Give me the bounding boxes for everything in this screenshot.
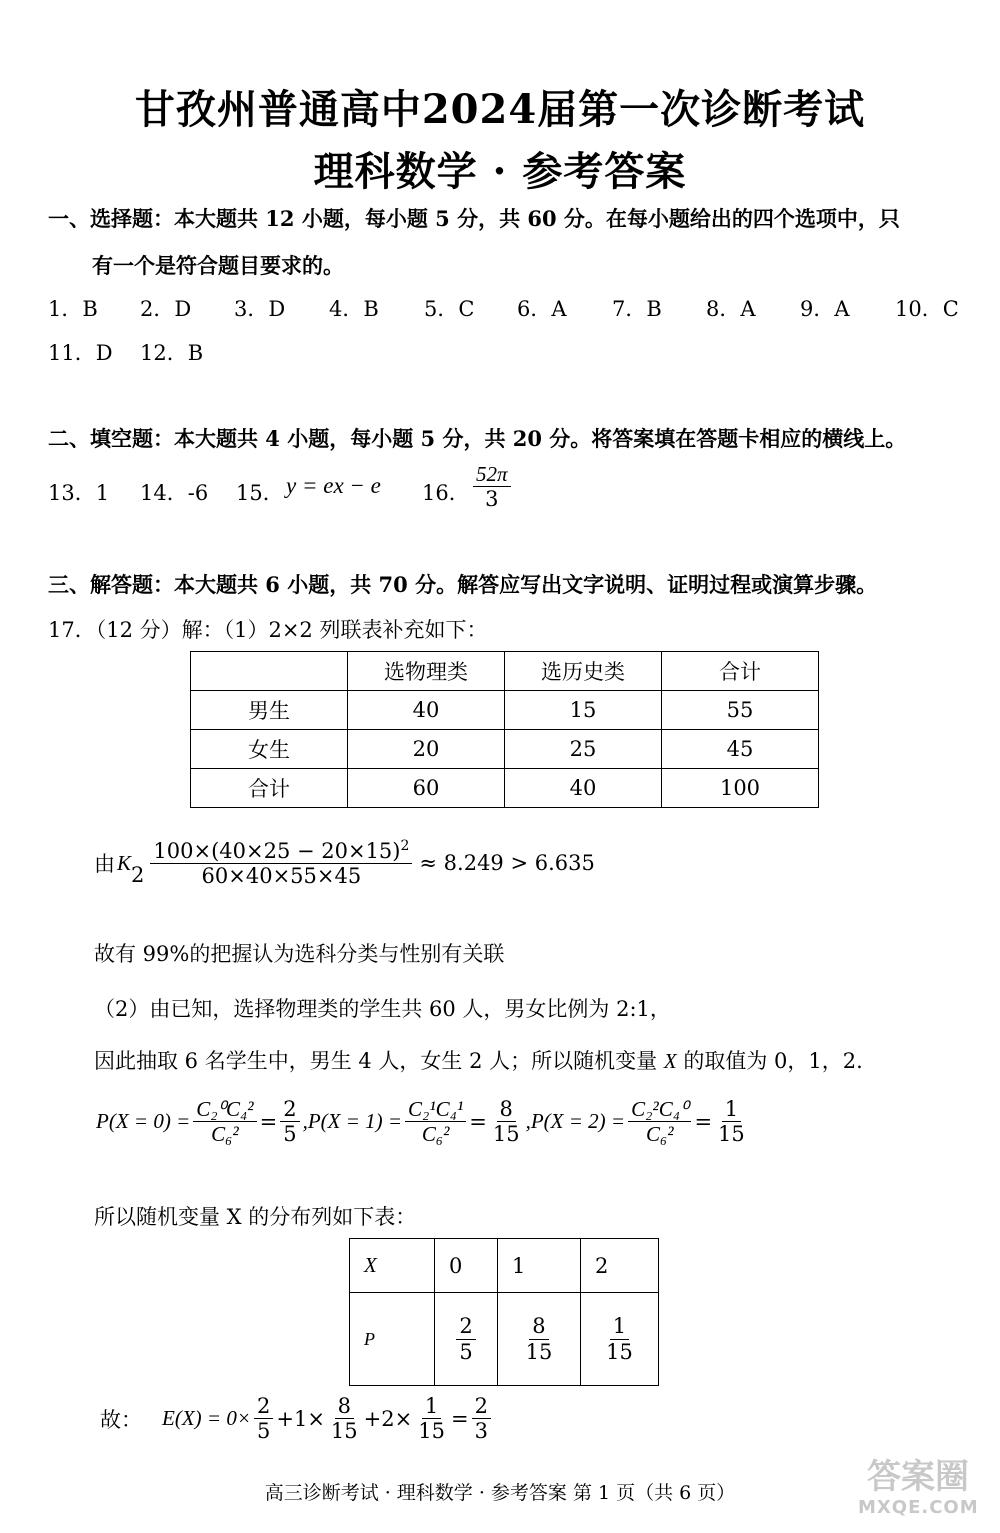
answer-15-expr: y = ex − e	[286, 473, 381, 498]
dist-p0-den: 5	[459, 1339, 473, 1364]
dist-p1-num: 8	[529, 1314, 548, 1339]
answer-8: 8．A	[706, 297, 756, 321]
page-footer: 高三诊断考试 · 理科数学 · 参考答案 第 1 页（共 6 页）	[264, 1482, 736, 1504]
table-cell: 20	[348, 730, 505, 769]
prob-1-value-den: 15	[492, 1122, 520, 1147]
prob-1-num: C₂¹C₄¹	[405, 1097, 466, 1122]
table-row	[191, 769, 819, 808]
part2-line2b: 的取值为 0，1，2.	[683, 1049, 863, 1073]
table-cell: 15	[505, 691, 662, 730]
prob-2-value-den: 15	[718, 1122, 745, 1147]
k2-subscript: 2	[131, 863, 145, 888]
answer-5: 5．C	[424, 297, 475, 321]
prob-1-value-num: 8	[497, 1097, 516, 1122]
probability-formulas	[96, 1097, 751, 1146]
table-row	[350, 1293, 659, 1386]
answer-4: 4．B	[329, 297, 379, 321]
distribution-table	[349, 1238, 659, 1386]
dist-p2-num: 1	[610, 1314, 629, 1339]
page-subtitle: 理科数学 · 参考答案	[313, 148, 687, 195]
part2-variable: X	[663, 1049, 677, 1073]
prob-0-value-num: 2	[280, 1097, 299, 1122]
answer-10: 10．C	[895, 297, 959, 321]
prob-0-eq: =	[259, 1109, 278, 1134]
answer-2: 2．D	[140, 297, 192, 321]
dist-p-label: P	[350, 1293, 435, 1386]
expectation-prefix: 故：	[100, 1407, 142, 1432]
answer-13: 13．1	[48, 481, 110, 505]
watermark-line2: MXQE.COM	[858, 1497, 979, 1518]
table-cell: 女生	[191, 730, 348, 769]
k2-denominator: 60×40×55×45	[201, 864, 362, 889]
table-cell: 60	[348, 769, 505, 808]
table-cell: 合计	[191, 769, 348, 808]
part2-line2a: 因此抽取 6 名学生中，男生 4 人，女生 2 人；所以随机变量	[94, 1049, 658, 1073]
prob-0-num: C₂⁰C₄²	[193, 1097, 256, 1122]
table-row	[191, 652, 819, 691]
prob-0-lhs: P(X = 0) =	[96, 1109, 191, 1134]
prob-2-lhs: ,P(X = 2) =	[525, 1109, 626, 1134]
table-row	[350, 1239, 659, 1293]
table-header-cell: 选物理类	[348, 652, 505, 691]
ex-t2-num: 8	[335, 1394, 354, 1419]
expectation-formula	[100, 1394, 494, 1443]
ex-mid1: +1×	[276, 1406, 325, 1431]
k2-numerator-base: 100×(40×25 − 20×15)	[153, 839, 401, 863]
expectation-lhs: E(X) = 0×	[162, 1406, 251, 1431]
k2-prefix: 由	[94, 852, 115, 877]
prob-0-den: C₆²	[211, 1122, 239, 1147]
prob-2-eq: =	[694, 1109, 713, 1134]
table-cell: 55	[662, 691, 819, 730]
prob-0-value-den: 5	[283, 1122, 297, 1147]
answer-16-denominator: 3	[485, 487, 499, 512]
table-header-cell: 选历史类	[505, 652, 662, 691]
dist-p2-den: 15	[606, 1339, 633, 1364]
distribution-intro: 所以随机变量 X 的分布列如下表：	[94, 1205, 417, 1229]
ex-res-den: 3	[474, 1419, 488, 1444]
section2-heading: 二、填空题：本大题共 4 小题，每小题 5 分，共 20 分。将答案填在答题卡相应的横线上。	[48, 426, 907, 451]
ex-t1-den: 5	[256, 1419, 271, 1444]
prob-2-den: C₆²	[645, 1122, 674, 1147]
k2-symbol: K	[117, 850, 132, 875]
dist-p0-num: 2	[456, 1314, 475, 1339]
answer-7: 7．B	[612, 297, 662, 321]
dist-p-value	[581, 1293, 659, 1386]
page-title: 甘孜州普通高中2024届第一次诊断考试	[134, 86, 866, 133]
table-cell: 100	[662, 769, 819, 808]
answer-9: 9．A	[800, 297, 850, 321]
prob-1-eq: =	[469, 1109, 487, 1134]
prob-1-den: C₆²	[421, 1122, 450, 1147]
watermark-line1: 答案圈	[867, 1457, 969, 1497]
dist-p-value	[435, 1293, 498, 1386]
answer-1: 1．B	[48, 297, 98, 321]
dist-x-label: X	[350, 1239, 435, 1293]
k2-formula	[94, 838, 595, 888]
table-row	[191, 730, 819, 769]
section1-heading-cont: 有一个是符合题目要求的。	[92, 253, 344, 278]
dist-x-value: 1	[498, 1239, 581, 1293]
table-cell: 40	[348, 691, 505, 730]
ex-t3-num: 1	[422, 1394, 441, 1419]
table-cell	[191, 652, 348, 691]
answer-16-label: 16．	[422, 481, 470, 505]
answer-14: 14．-6	[140, 481, 209, 505]
table-cell: 45	[662, 730, 819, 769]
answer-6: 6．A	[517, 297, 567, 321]
dist-p-value	[498, 1293, 581, 1386]
ex-t3-den: 15	[418, 1419, 445, 1444]
dist-p1-den: 15	[525, 1339, 553, 1364]
answer-3: 3．D	[234, 297, 286, 321]
ex-mid2: +2×	[363, 1406, 413, 1431]
prob-2-value-num: 1	[722, 1097, 741, 1122]
table-cell: 25	[505, 730, 662, 769]
dist-x-value: 2	[581, 1239, 659, 1293]
answer-16-fraction	[470, 462, 514, 511]
part2-line2	[94, 1045, 863, 1075]
watermark-logo	[858, 1457, 978, 1527]
section3-heading: 三、解答题：本大题共 6 小题，共 70 分。解答应写出文字说明、证明过程或演算步骤。	[48, 572, 878, 597]
answer-12: 12．B	[140, 341, 204, 365]
answer-16-numerator: 52π	[473, 462, 511, 487]
conclusion-1: 故有 99%的把握认为选科分类与性别有关联	[94, 942, 505, 966]
table-row	[191, 691, 819, 730]
section1-heading: 一、选择题：本大题共 12 小题，每小题 5 分，共 60 分。在每小题给出的四个选项中，只	[48, 206, 900, 231]
table-cell: 男生	[191, 691, 348, 730]
contingency-table	[190, 651, 819, 808]
k2-result: ≈ 8.249 > 6.635	[419, 851, 595, 876]
prob-2-num: C₂²C₄⁰	[628, 1097, 691, 1122]
answer-11: 11．D	[48, 341, 113, 365]
ex-t2-den: 15	[330, 1419, 358, 1444]
part2-line1: （2）由已知，选择物理类的学生共 60 人，男女比例为 2:1，	[94, 997, 671, 1021]
ex-t1-num: 2	[254, 1394, 273, 1419]
dist-x-value: 0	[435, 1239, 498, 1293]
answer-15-label: 15．	[236, 481, 284, 505]
q17-intro: 17．（12 分）解：（1）2×2 列联表补充如下：	[48, 618, 488, 642]
k2-numerator	[150, 838, 412, 864]
table-header-cell: 合计	[662, 652, 819, 691]
ex-res-num: 2	[472, 1394, 491, 1419]
ex-eq: =	[450, 1406, 469, 1431]
prob-1-lhs: ,P(X = 1) =	[302, 1109, 403, 1134]
k2-numerator-exp: 2	[400, 838, 410, 854]
table-cell: 40	[505, 769, 662, 808]
